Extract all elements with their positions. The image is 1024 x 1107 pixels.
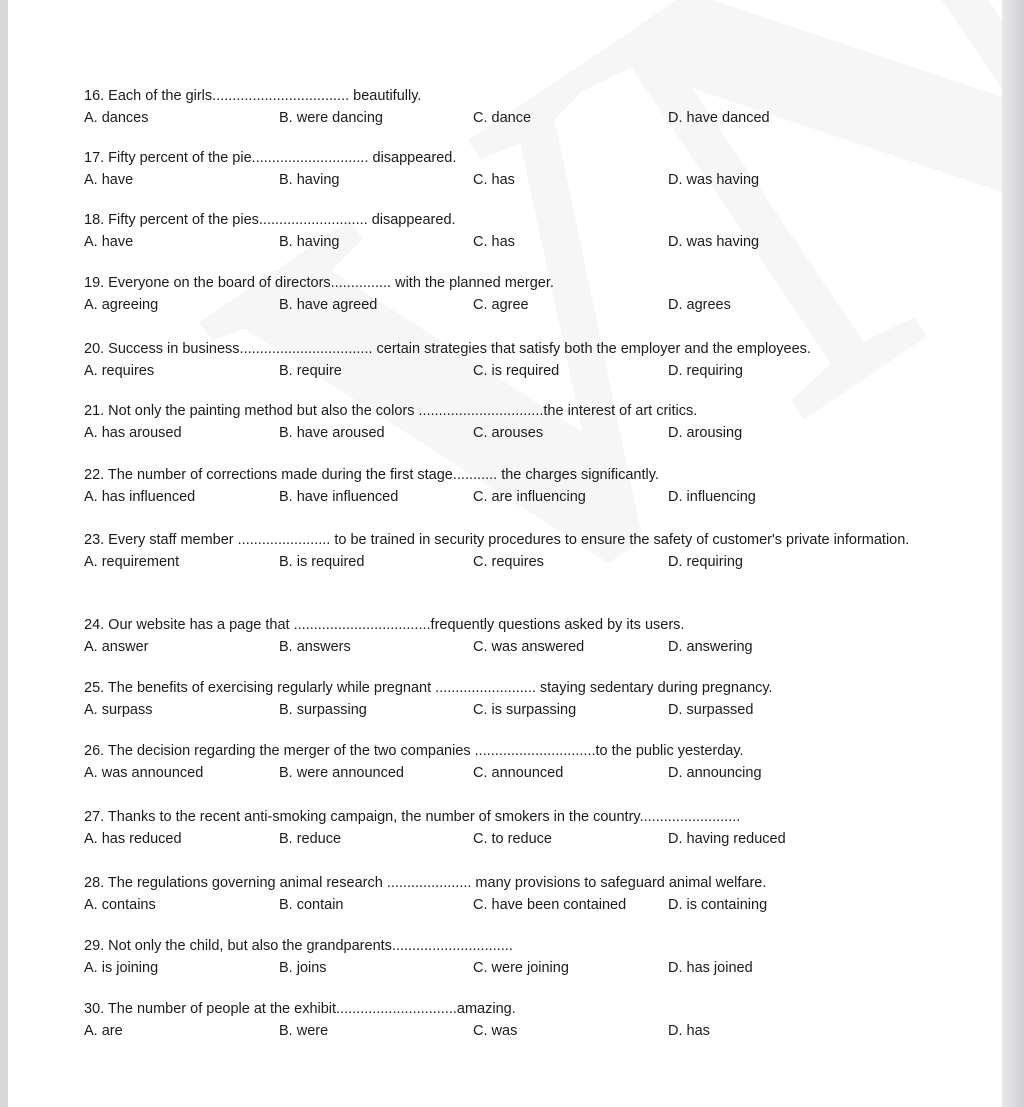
option-a: A. requirement <box>84 554 180 570</box>
option-b: B. surpassing <box>279 702 367 718</box>
option-b: B. having <box>279 234 340 250</box>
question-16 <box>84 87 944 128</box>
option-a: A. dances <box>84 110 149 126</box>
question-stem: 30. The number of people at the exhibit..............................amazing. <box>84 1001 516 1017</box>
option-d: D. agrees <box>668 297 731 313</box>
question-19 <box>84 274 944 315</box>
option-c: C. requires <box>473 554 544 570</box>
question-22 <box>84 466 944 507</box>
option-b: B. require <box>279 363 342 379</box>
option-a: A. surpass <box>84 702 153 718</box>
option-d: D. has joined <box>668 960 753 976</box>
question-stem: 20. Success in business................................. certain strategies that satisfy both the employer and the employees. <box>84 341 811 357</box>
question-24 <box>84 616 944 657</box>
option-c: C. announced <box>473 765 564 781</box>
answer-options <box>84 763 944 783</box>
option-d: D. requiring <box>668 363 743 379</box>
question-21 <box>84 402 944 443</box>
answer-options <box>84 487 944 507</box>
option-d: D. has <box>668 1023 710 1039</box>
option-c: C. dance <box>473 110 532 126</box>
worksheet-page <box>8 0 1002 1107</box>
question-stem: 26. The decision regarding the merger of the two companies ..............................to the public yesterday. <box>84 743 744 759</box>
option-b: B. contain <box>279 897 344 913</box>
question-stem: 24. Our website has a page that ..................................frequently questions asked by its users. <box>84 617 685 633</box>
answer-options <box>84 295 944 315</box>
question-20 <box>84 340 944 381</box>
option-a: A. has influenced <box>84 489 196 505</box>
option-c: C. has <box>473 172 515 188</box>
question-stem: 25. The benefits of exercising regularly while pregnant ......................... staying sedentary during pregnancy. <box>84 680 773 696</box>
question-stem: 27. Thanks to the recent anti-smoking campaign, the number of smokers in the country......................... <box>84 809 741 825</box>
question-30 <box>84 1000 944 1041</box>
option-d: D. surpassed <box>668 702 754 718</box>
option-a: A. have <box>84 172 134 188</box>
answer-options <box>84 170 944 190</box>
question-29 <box>84 937 944 978</box>
option-b: B. is required <box>279 554 365 570</box>
answer-options <box>84 637 944 657</box>
question-23 <box>84 531 944 572</box>
option-c: C. is surpassing <box>473 702 577 718</box>
option-c: C. have been contained <box>473 897 627 913</box>
option-b: B. were <box>279 1023 329 1039</box>
answer-options <box>84 1021 944 1041</box>
option-d: D. having reduced <box>668 831 786 847</box>
option-c: C. agree <box>473 297 529 313</box>
option-b: B. have aroused <box>279 425 385 441</box>
option-c: C. is required <box>473 363 560 379</box>
option-d: D. was having <box>668 234 760 250</box>
option-a: A. are <box>84 1023 123 1039</box>
option-b: B. joins <box>279 960 327 976</box>
question-28 <box>84 874 944 915</box>
page-edge-shadow <box>1002 0 1024 1107</box>
question-stem: 19. Everyone on the board of directors............... with the planned merger. <box>84 275 554 291</box>
option-b: B. have influenced <box>279 489 399 505</box>
answer-options <box>84 895 944 915</box>
option-a: A. has aroused <box>84 425 182 441</box>
option-d: D. have danced <box>668 110 770 126</box>
question-stem: 28. The regulations governing animal research ..................... many provisions to safeguard animal welfare. <box>84 875 767 891</box>
option-a: A. requires <box>84 363 155 379</box>
option-d: D. was having <box>668 172 760 188</box>
option-c: C. are influencing <box>473 489 586 505</box>
option-d: D. requiring <box>668 554 743 570</box>
option-a: A. contains <box>84 897 156 913</box>
option-c: C. arouses <box>473 425 544 441</box>
option-a: A. answer <box>84 639 149 655</box>
option-d: D. answering <box>668 639 753 655</box>
option-b: B. reduce <box>279 831 342 847</box>
question-18 <box>84 211 944 252</box>
question-stem: 16. Each of the girls.................................. beautifully. <box>84 88 422 104</box>
option-a: A. was announced <box>84 765 204 781</box>
option-c: C. was <box>473 1023 518 1039</box>
option-c: C. was answered <box>473 639 585 655</box>
option-d: D. announcing <box>668 765 762 781</box>
option-d: D. is containing <box>668 897 768 913</box>
option-c: C. were joining <box>473 960 569 976</box>
answer-options <box>84 423 944 443</box>
answer-options <box>84 108 944 128</box>
option-c: C. has <box>473 234 515 250</box>
question-stem: 18. Fifty percent of the pies........................... disappeared. <box>84 212 456 228</box>
option-c: C. to reduce <box>473 831 552 847</box>
option-d: D. arousing <box>668 425 743 441</box>
question-25 <box>84 679 944 720</box>
option-a: A. has reduced <box>84 831 182 847</box>
question-27 <box>84 808 944 849</box>
question-stem: 29. Not only the child, but also the grandparents.............................. <box>84 938 513 954</box>
option-b: B. have agreed <box>279 297 378 313</box>
question-stem: 22. The number of corrections made during the first stage........... the charges significantly. <box>84 467 659 483</box>
answer-options <box>84 552 944 572</box>
option-b: B. having <box>279 172 340 188</box>
question-stem: 21. Not only the painting method but also the colors ...............................the interest of art critics. <box>84 403 698 419</box>
option-a: A. agreeing <box>84 297 159 313</box>
question-stem: 17. Fifty percent of the pie............................. disappeared. <box>84 150 457 166</box>
option-a: A. have <box>84 234 134 250</box>
option-a: A. is joining <box>84 960 159 976</box>
option-b: B. were announced <box>279 765 404 781</box>
answer-options <box>84 700 944 720</box>
question-26 <box>84 742 944 783</box>
option-b: B. were dancing <box>279 110 383 126</box>
answer-options <box>84 232 944 252</box>
answer-options <box>84 958 944 978</box>
question-17 <box>84 149 944 190</box>
option-d: D. influencing <box>668 489 756 505</box>
answer-options <box>84 829 944 849</box>
question-stem: 23. Every staff member ....................... to be trained in security procedures to ensure the safety of customer's private information. <box>84 532 910 548</box>
option-b: B. answers <box>279 639 351 655</box>
answer-options <box>84 361 944 381</box>
